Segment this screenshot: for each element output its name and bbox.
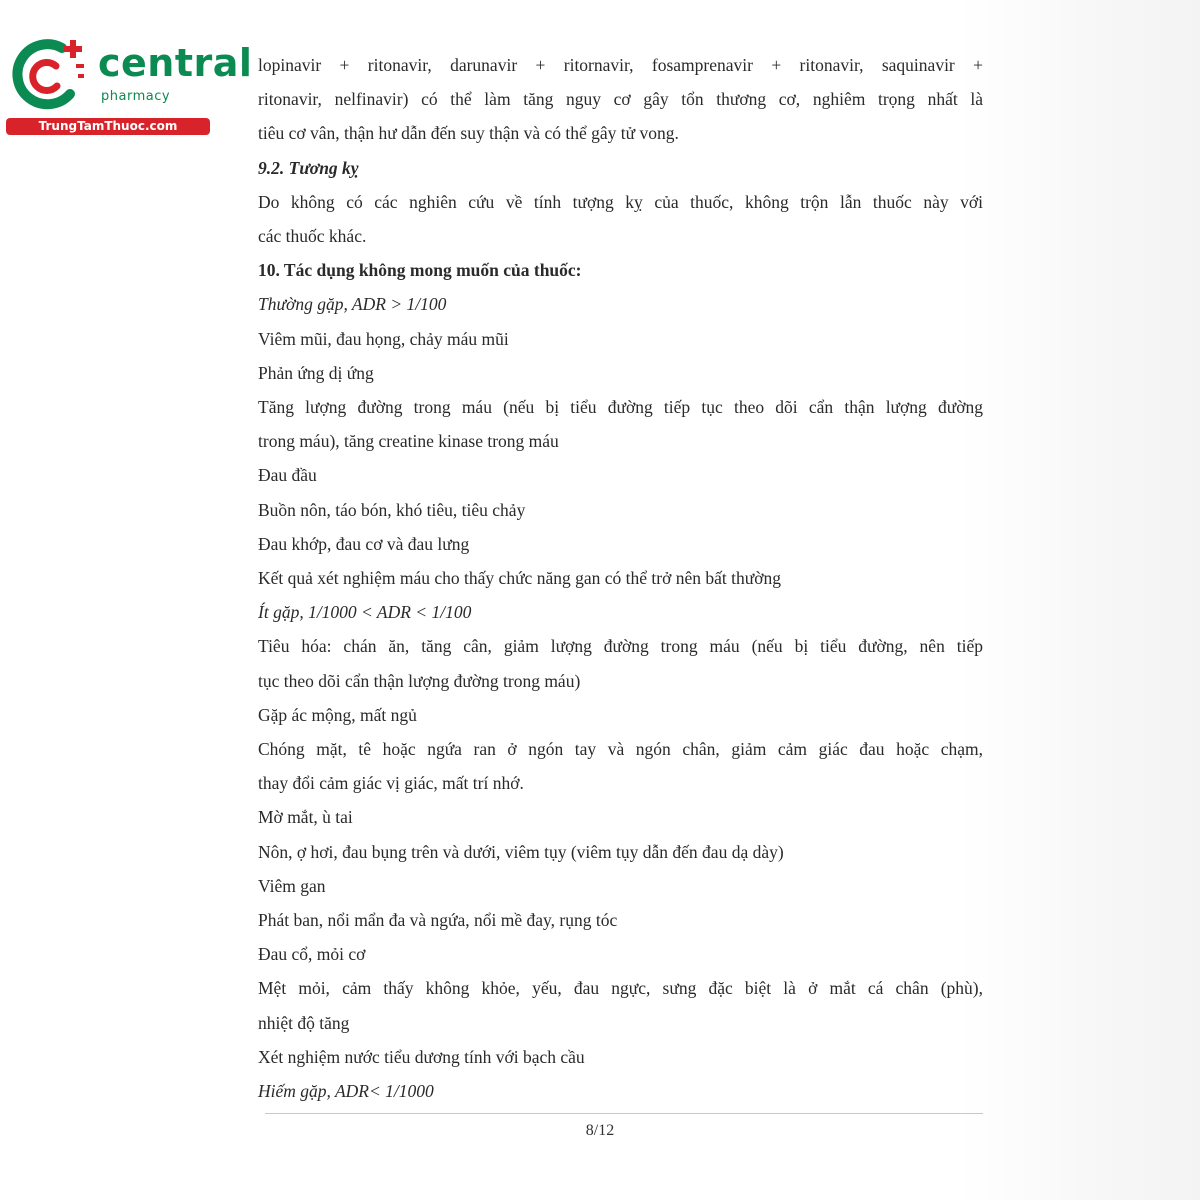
text-line: nhiệt độ tăng xyxy=(258,1012,350,1033)
text-line: Do không có các nghiên cứu về tính tượng kỵ của thuốc, không trộn lẫn thuốc này với xyxy=(258,191,983,212)
section-heading: 9.2. Tương kỵ xyxy=(258,157,359,178)
text-line: Viêm gan xyxy=(258,875,326,896)
text-line: thay đổi cảm giác vị giác, mất trí nhớ. xyxy=(258,773,524,794)
text-line: các thuốc khác. xyxy=(258,226,367,247)
text-line: Nôn, ợ hơi, đau bụng trên và dưới, viêm tụy (viêm tụy dẫn đến đau dạ dày) xyxy=(258,841,784,862)
text-line: lopinavir + ritonavir, darunavir + ritornavir, fosamprenavir + ritonavir, saquinavir + xyxy=(258,55,983,75)
text-line: Mờ mắt, ù tai xyxy=(258,807,353,828)
text-line: Viêm mũi, đau họng, chảy máu mũi xyxy=(258,328,509,349)
text-line: tục theo dõi cẩn thận lượng đường trong máu) xyxy=(258,670,581,691)
text-line: Buồn nôn, táo bón, khó tiêu, tiêu chảy xyxy=(258,499,526,520)
page-number: 8/12 xyxy=(585,1122,615,1139)
logo-website-banner: TrungTamThuoc.com xyxy=(6,118,210,135)
frequency-heading: Hiếm gặp, ADR< 1/1000 xyxy=(258,1081,434,1102)
section-heading: 10. Tác dụng không mong muốn của thuốc: xyxy=(258,260,582,281)
document-body xyxy=(258,48,983,1108)
text-line: Gặp ác mộng, mất ngủ xyxy=(258,704,417,725)
logo-brand-sub: pharmacy xyxy=(101,89,171,104)
frequency-heading: Thường gặp, ADR > 1/100 xyxy=(258,294,447,315)
text-line: Xét nghiệm nước tiểu dương tính với bạch cầu xyxy=(258,1046,585,1067)
logo-brand-name: central xyxy=(98,41,253,85)
text-line: Đau đầu xyxy=(258,465,317,486)
text-line: Mệt mỏi, cảm thấy không khỏe, yếu, đau ngực, sưng đặc biệt là ở mắt cá chân (phù), xyxy=(258,978,983,999)
text-line: Chóng mặt, tê hoặc ngứa ran ở ngón tay và ngón chân, giảm cảm giác đau hoặc chạm, xyxy=(258,739,983,760)
text-line: Đau khớp, đau cơ và đau lưng xyxy=(258,533,470,554)
text-line: Phản ứng dị ứng xyxy=(258,362,374,383)
text-line: Đau cổ, mỏi cơ xyxy=(258,944,366,965)
text-line: Tiêu hóa: chán ăn, tăng cân, giảm lượng đường trong máu (nếu bị tiểu đường, nên tiếp xyxy=(258,636,983,657)
text-line: trong máu), tăng creatine kinase trong máu xyxy=(258,431,559,452)
footer-rule xyxy=(265,1113,983,1114)
text-line: ritonavir, nelfinavir) có thể làm tăng nguy cơ gây tổn thương cơ, nghiêm trọng nhất là xyxy=(258,89,983,110)
frequency-heading: Ít gặp, 1/1000 < ADR < 1/100 xyxy=(258,602,472,623)
text-line: Kết quả xét nghiệm máu cho thấy chức năng gan có thể trở nên bất thường xyxy=(258,568,781,589)
text-line: tiêu cơ vân, thận hư dẫn đến suy thận và có thể gây tử vong. xyxy=(258,123,679,144)
text-line: Tăng lượng đường trong máu (nếu bị tiểu đường tiếp tục theo dõi cẩn thận lượng đường xyxy=(258,397,983,418)
text-line: Phát ban, nổi mẩn đa và ngứa, nổi mề đay, rụng tóc xyxy=(258,910,618,931)
pharmacy-logo-icon xyxy=(10,36,90,116)
